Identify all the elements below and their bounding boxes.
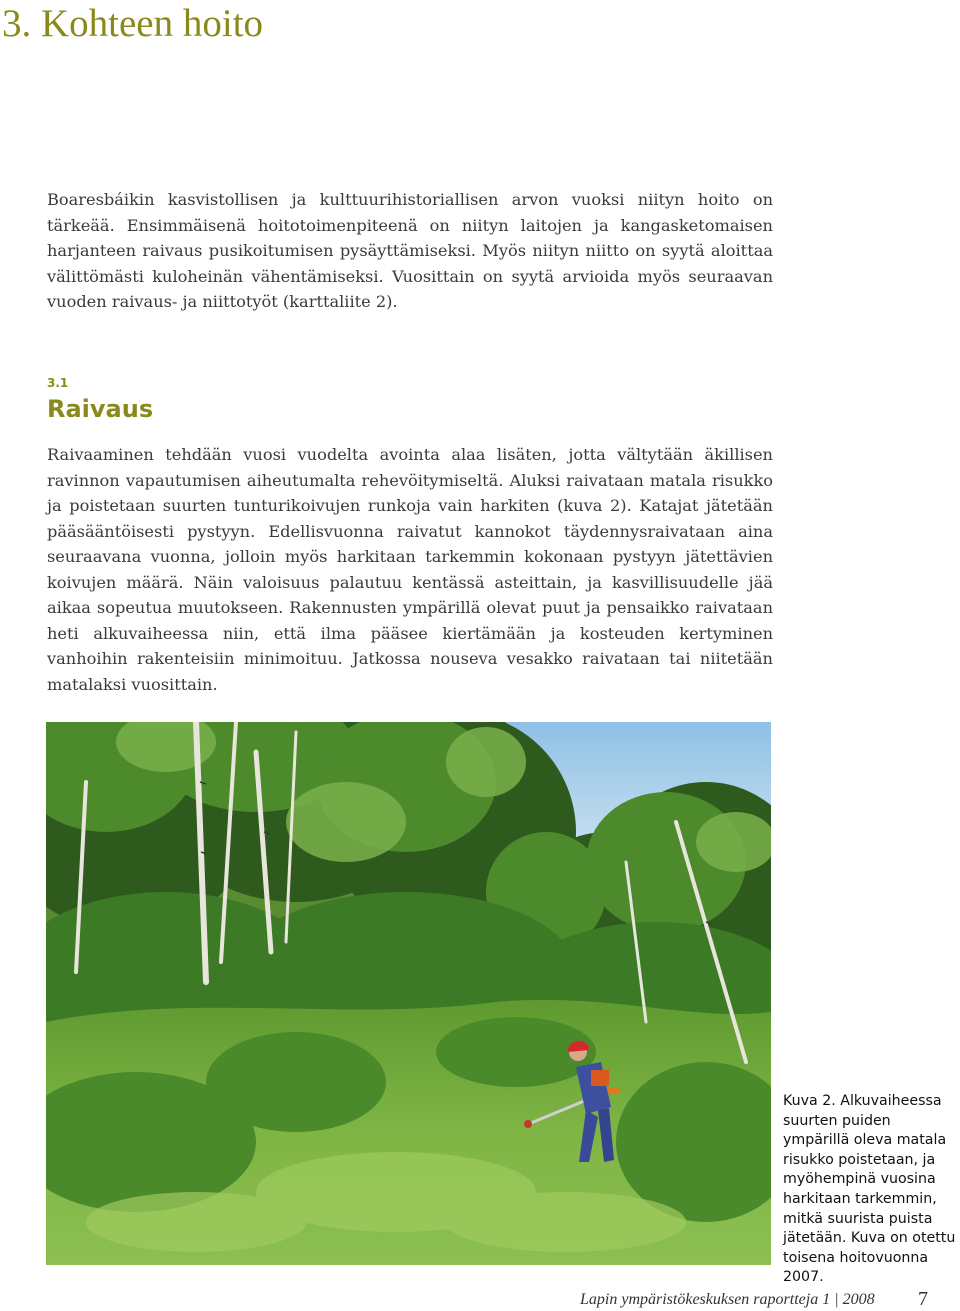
- section-number: 3.1: [47, 376, 69, 390]
- section-body-paragraph: Raivaaminen tehdään vuosi vuodelta avointa alaa lisäten, jotta vältytään äkillisen ravinnon vapautumisen aiheutumalta rehevöitymiseltä. Aluksi raivataan matala risukko ja poistetaan suurten tunturikoivujen runkoja vain harkiten (kuva 2). Katajat jätetään pääsääntöisesti pystyyn. Edellisvuonna raivatut kannokot täydennysraivataan aina seuraavana vuonna, jolloin myös harkitaan tarkemmin kokonaan pystyyn jätettävien koivujen määrä. Näin valoisuus palautuu kentässä asteittain, ja kasvillisuudelle jää aikaa sopeutua muutokseen. Rakennusten ympärillä olevat puut ja pensaikko raivataan heti alkuvaiheessa niin, että ilma pääsee kiertämään ja kosteuden kertyminen vanhoihin rakenteisiin minimoituu. Jatkossa nouseva vesakko raivataan tai niitetään matalaksi vuosittain.: [47, 445, 773, 694]
- figure-caption: Kuva 2. Alkuvaiheessa suurten puiden ympärillä oleva matala risukko poistetaan, ja myöhempinä vuosina harkitaan tarkemmin, mitkä suurista puista jätetään. Kuva on otettu toisena hoitovuonna 2007.: [783, 1093, 956, 1286]
- footer-journal-title: Lapin ympäristökeskuksen raportteja 1 | 2008: [580, 1291, 875, 1308]
- intro-paragraph: Boaresbáikin kasvistollisen ja kulttuurihistoriallisen arvon vuoksi niityn hoito on tärkeää. Ensimmäisenä hoitotoimenpiteenä on niityn laitojen ja kangasketomaisen harjanteen raivaus pusikoitumisen pysäyttämiseksi. Myös niityn niitto on syytä aloittaa välittömästi kuloheinän vähentämiseksi. Vuosittain on syytä arvioida myös seuraavan vuoden raivaus- ja niittotyöt (karttaliite 2).: [47, 190, 773, 311]
- section-title: Raivaus: [47, 395, 154, 423]
- page-number: 7: [918, 1288, 928, 1310]
- meadow-clearing-photo: [46, 722, 771, 1265]
- page-title: 3. Kohteen hoito: [2, 2, 264, 45]
